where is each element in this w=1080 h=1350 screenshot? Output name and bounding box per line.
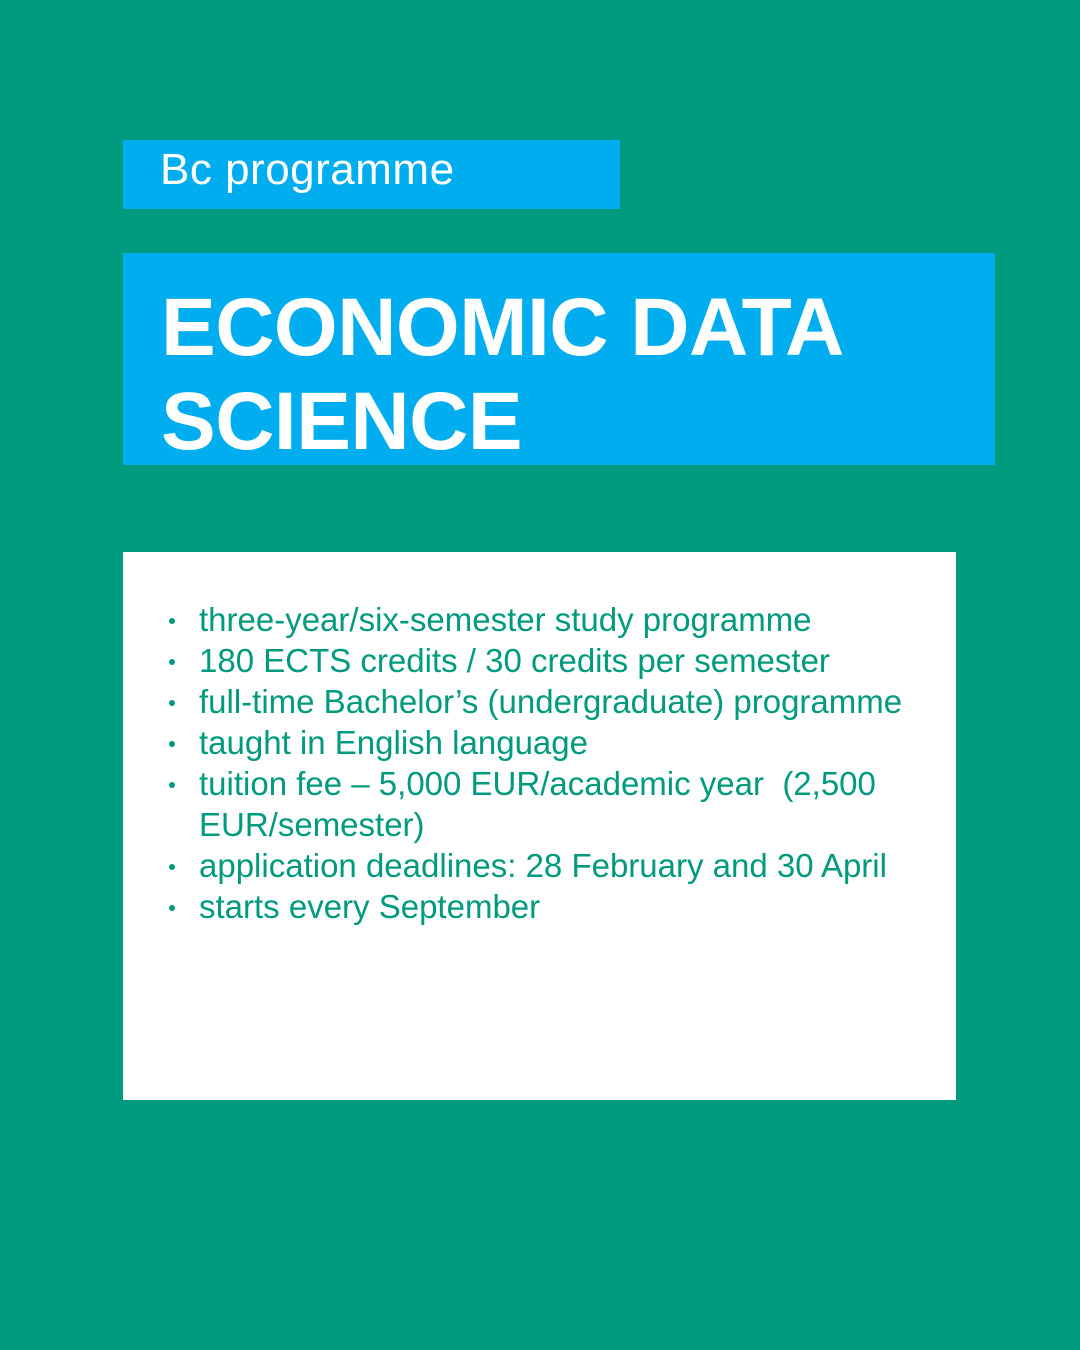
list-item-text: three-year/six-semester study programme (199, 601, 812, 638)
list-item (165, 640, 925, 681)
programme-info-card (123, 552, 956, 1100)
bullet-icon (169, 864, 175, 870)
title-banner (123, 253, 995, 465)
list-item-text: taught in English language (199, 724, 588, 761)
page-title (161, 281, 844, 469)
list-item (165, 681, 925, 722)
list-item-text: tuition fee – 5,000 EUR/academic year (2,500 EUR/semester) (199, 765, 876, 843)
programme-type-label: Bc programme (160, 145, 455, 194)
list-item (165, 886, 925, 927)
programme-type-tag (123, 140, 620, 209)
bullet-icon (169, 659, 175, 665)
bullet-icon (169, 905, 175, 911)
bullet-icon (169, 782, 175, 788)
list-item-text: application deadlines: 28 February and 30 April (199, 847, 887, 884)
bullet-icon (169, 618, 175, 624)
programme-facts-list (165, 599, 925, 927)
list-item (165, 599, 925, 640)
list-item-text: full-time Bachelor’s (undergraduate) programme (199, 683, 903, 720)
bullet-icon (169, 741, 175, 747)
bullet-icon (169, 700, 175, 706)
list-item-text: 180 ECTS credits / 30 credits per semester (199, 642, 830, 679)
title-line-2: SCIENCE (161, 376, 523, 467)
list-item (165, 722, 925, 763)
list-item (165, 845, 925, 886)
title-line-1: ECONOMIC DATA (161, 282, 844, 373)
list-item (165, 763, 925, 845)
list-item-text: starts every September (199, 888, 541, 925)
